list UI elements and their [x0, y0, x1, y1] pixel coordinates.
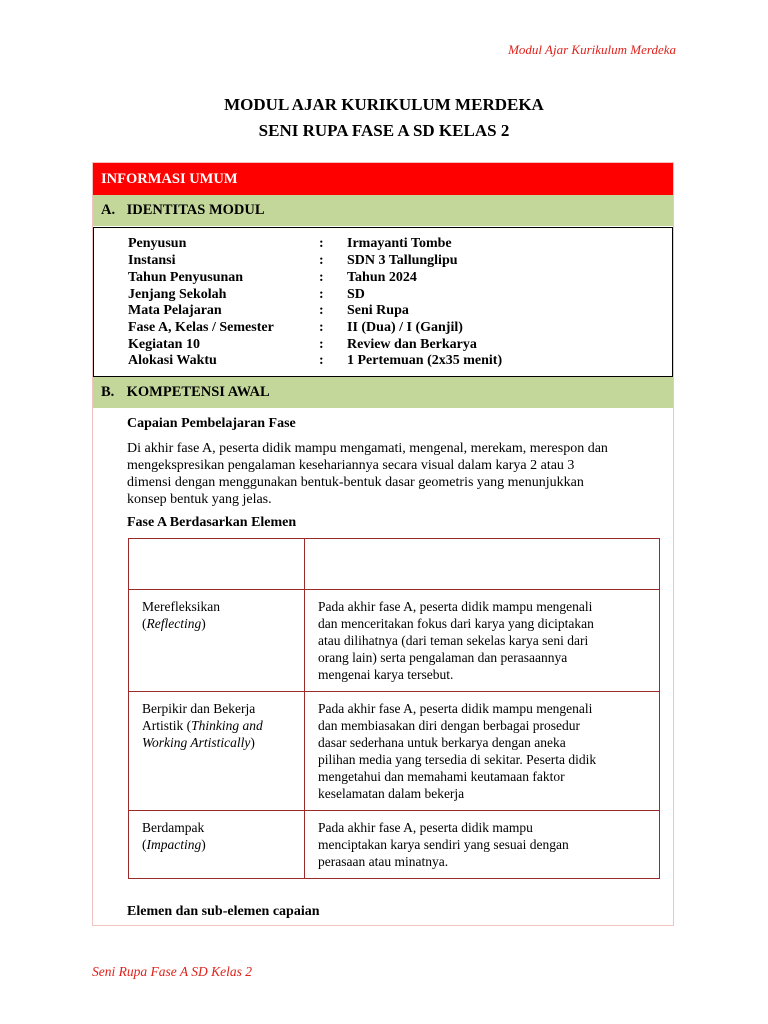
desc-line: dasar sederhana untuk berkarya dengan aneka: [318, 735, 566, 750]
identity-box: [93, 227, 673, 377]
desc-line: menciptakan karya sendiri yang sesuai dengan: [318, 837, 569, 852]
table-row: [129, 811, 660, 879]
fase-heading: [127, 514, 667, 531]
element-name: Merefleksikan: [142, 599, 220, 614]
desc-line: Pada akhir fase A, peserta didik mampu mengenali: [318, 599, 593, 614]
identity-colon: :: [319, 236, 324, 251]
identity-value: Review dan Berkarya: [347, 337, 477, 352]
identity-label: Jenjang Sekolah: [128, 287, 227, 302]
header-note: Modul Ajar Kurikulum Merdeka: [508, 42, 676, 57]
identity-colon: :: [319, 320, 324, 335]
identity-label: Alokasi Waktu: [128, 353, 217, 368]
element-name-en-line: (Reflecting): [142, 616, 206, 631]
elemen-sub-heading-text: Elemen dan sub-elemen capaian: [127, 904, 320, 919]
element-name-cell: [129, 811, 305, 879]
element-name-cell: [129, 692, 305, 811]
section-a-bar: [93, 195, 673, 226]
identity-value: Irmayanti Tombe: [347, 236, 452, 251]
identity-value: Seni Rupa: [347, 303, 409, 318]
elemen-sub-heading: [127, 903, 667, 920]
desc-line: Pada akhir fase A, peserta didik mampu: [318, 820, 533, 835]
identity-label: Fase A, Kelas / Semester: [128, 320, 274, 335]
elements-table: [128, 538, 660, 879]
desc-line: dan membiasakan diri dengan berbagai prosedur: [318, 718, 581, 733]
element-name-part: Artistik (: [142, 718, 192, 733]
element-name: Berpikir dan Bekerja: [142, 701, 256, 716]
fase-heading-text: Fase A Berdasarkan Elemen: [127, 515, 297, 530]
element-desc-cell: [305, 811, 660, 879]
desc-line: atau dilihatnya (dari teman sekelas karya seni dari: [318, 633, 589, 648]
section-a-number: A.: [101, 202, 116, 218]
element-name-en-line: [142, 717, 292, 734]
title-line-1: MODUL AJAR KURIKULUM MERDEKA: [224, 95, 544, 114]
identity-colon: :: [319, 353, 324, 368]
desc-line: mengetahui dan memahami keutamaan faktor: [318, 769, 565, 784]
identity-colon: :: [319, 337, 324, 352]
section-b-bar: [93, 377, 673, 408]
identity-value: 1 Pertemuan (2x35 menit): [347, 353, 503, 368]
module-frame: [92, 162, 674, 926]
info-umum-bar: INFORMASI UMUM: [93, 163, 673, 195]
element-name: Berdampak: [142, 820, 205, 835]
identity-label: Kegiatan 10: [128, 337, 200, 352]
identity-colon: :: [319, 303, 324, 318]
section-b-title: KOMPETENSI AWAL: [126, 384, 270, 400]
element-name-cell: [129, 590, 305, 692]
table-row: [129, 590, 660, 692]
capaian-paragraph: [127, 440, 667, 508]
element-name-en: Thinking and: [191, 718, 263, 733]
document-title: [0, 92, 768, 144]
desc-line: dan menceritakan fokus dari karya yang diciptakan: [318, 616, 594, 631]
desc-line: Pada akhir fase A, peserta didik mampu mengenali: [318, 701, 593, 716]
identity-label: Instansi: [128, 253, 176, 268]
element-name-en-line: (Impacting): [142, 837, 206, 852]
paragraph-line: Di akhir fase A, peserta didik mampu mengamati, mengenal, merekam, merespon dan: [127, 441, 608, 456]
desc-line: perasaan atau minatnya.: [318, 854, 449, 869]
element-desc-cell: [305, 590, 660, 692]
desc-line: keselamatan dalam bekerja: [318, 786, 465, 801]
table-cell-empty: [129, 539, 305, 590]
element-name-en: Impacting: [146, 837, 202, 852]
identity-label: Mata Pelajaran: [128, 303, 222, 318]
identity-label: Tahun Penyusunan: [128, 270, 244, 285]
paragraph-line: dimensi dengan menggunakan bentuk-bentuk dasar geometris yang menunjukkan: [127, 475, 584, 490]
title-line-2: SENI RUPA FASE A SD KELAS 2: [258, 121, 510, 140]
identity-value: II (Dua) / I (Ganjil): [347, 320, 463, 335]
identity-colon: :: [319, 253, 324, 268]
element-name-en: Reflecting: [146, 616, 202, 631]
table-row: [129, 692, 660, 811]
footer-note: Seni Rupa Fase A SD Kelas 2: [92, 964, 252, 979]
element-desc-cell: [305, 692, 660, 811]
element-name-en-line: Working Artistically): [142, 735, 255, 750]
desc-line: orang lain) serta pengalaman dan perasaannya: [318, 650, 568, 665]
identity-colon: :: [319, 287, 324, 302]
capaian-heading: [127, 415, 667, 432]
capaian-heading-text: Capaian Pembelajaran Fase: [127, 416, 296, 431]
identity-value: Tahun 2024: [347, 270, 417, 285]
element-name-en: Working Artistically: [142, 735, 251, 750]
table-header-row: [129, 539, 660, 590]
desc-line: pilihan media yang tersedia di sekitar. Peserta didik: [318, 752, 597, 767]
paragraph-line: konsep bentuk yang jelas.: [127, 492, 272, 507]
identity-colon: :: [319, 270, 324, 285]
identity-label: Penyusun: [128, 236, 187, 251]
table-cell-empty: [305, 539, 660, 590]
paragraph-line: mengekspresikan pengalaman kesehariannya secara visual dalam karya 2 atau 3: [127, 458, 575, 473]
identity-value: SD: [347, 287, 365, 302]
section-a-title: IDENTITAS MODUL: [126, 202, 265, 218]
section-b-number: B.: [101, 384, 115, 400]
desc-line: mengenai karya tersebut.: [318, 667, 454, 682]
identity-value: SDN 3 Tallunglipu: [347, 253, 458, 268]
